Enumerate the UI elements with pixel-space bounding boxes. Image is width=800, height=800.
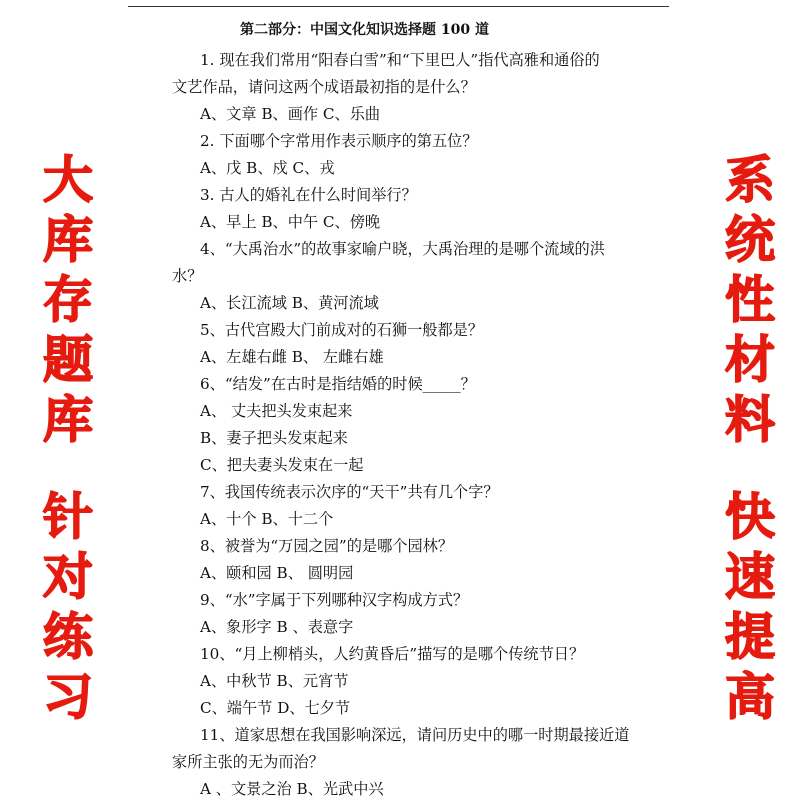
banner-char: 对: [43, 548, 93, 606]
banner-char: 针: [43, 488, 93, 546]
top-rule: [128, 6, 669, 7]
answer-line: A、长江流域 B、黄河流域: [200, 294, 379, 312]
banner-char: 存: [43, 271, 93, 329]
answer-line: A、中秋节 B、元宵节: [200, 672, 349, 690]
answer-line: A、象形字 B 、表意字: [200, 618, 354, 636]
banner-char: 高: [725, 668, 775, 726]
question-line: 11、道家思想在我国影响深远，请问历史中的哪一时期最接近道: [200, 726, 630, 744]
answer-line: A、颐和园 B、 圆明园: [200, 564, 354, 582]
answer-line: A、十个 B、十二个: [200, 510, 334, 528]
question-line: 10、“月上柳梢头，人约黄昏后”描写的是哪个传统节日？: [200, 645, 585, 663]
banner-char: 统: [725, 211, 775, 269]
question-line: 3. 古人的婚礼在什么时间举行？: [200, 186, 417, 204]
answer-line: B、妻子把头发束起来: [200, 429, 348, 447]
banner-char: 练: [43, 608, 93, 666]
banner-char: 系: [725, 151, 775, 209]
question-line: 水？: [172, 267, 203, 285]
banner-char: 性: [725, 271, 775, 329]
banner-char: 料: [725, 391, 775, 449]
right-banner: [690, 150, 800, 727]
answer-line: A、早上 B、中午 C、傍晚: [200, 213, 381, 231]
question-line: 6、“结发”在古时是指结婚的时候_____？: [200, 375, 476, 393]
question-line: 文艺作品，请问这两个成语最初指的是什么？: [172, 78, 476, 96]
banner-char: 库: [43, 211, 93, 269]
left-banner: [8, 150, 128, 727]
question-line: 8、被誉为“万园之园”的是哪个园林？: [200, 537, 454, 555]
banner-char: 快: [725, 488, 775, 546]
banner-char: 材: [725, 331, 775, 389]
answer-line: C、端午节 D、七夕节: [200, 699, 351, 717]
document-title: 第二部分：中国文化知识选择题 100 道: [240, 22, 489, 38]
question-line: 家所主张的无为而治？: [172, 753, 324, 771]
question-line: 4、“大禹治水”的故事家喻户晓，大禹治理的是哪个流域的洪: [200, 240, 605, 258]
question-line: 5、古代宫殿大门前成对的石狮一般都是？: [200, 321, 484, 339]
answer-line: A、文章 B、画作 C、乐曲: [200, 105, 381, 123]
question-line: 9、“水”字属于下列哪种汉字构成方式？: [200, 591, 469, 609]
banner-char: 习: [43, 668, 93, 726]
question-line: 1. 现在我们常用“阳春白雪”和“下里巴人”指代高雅和通俗的: [200, 51, 600, 69]
answer-line: A 、文景之治 B、光武中兴: [200, 780, 384, 798]
answer-line: C、把夫妻头发束在一起: [200, 456, 364, 474]
banner-char: 提: [725, 608, 775, 666]
answer-line: A、戊 B、戍 C、戎: [200, 159, 335, 177]
answer-line: A、 丈夫把头发束起来: [200, 402, 353, 420]
banner-char: 速: [725, 548, 775, 606]
question-line: 2. 下面哪个字常用作表示顺序的第五位？: [200, 132, 478, 150]
question-line: 7、我国传统表示次序的“天干”共有几个字？: [200, 483, 499, 501]
banner-char: 题: [43, 331, 93, 389]
answer-line: A、左雄右雌 B、 左雌右雄: [200, 348, 384, 366]
banner-char: 库: [43, 391, 93, 449]
banner-char: 大: [43, 151, 93, 209]
